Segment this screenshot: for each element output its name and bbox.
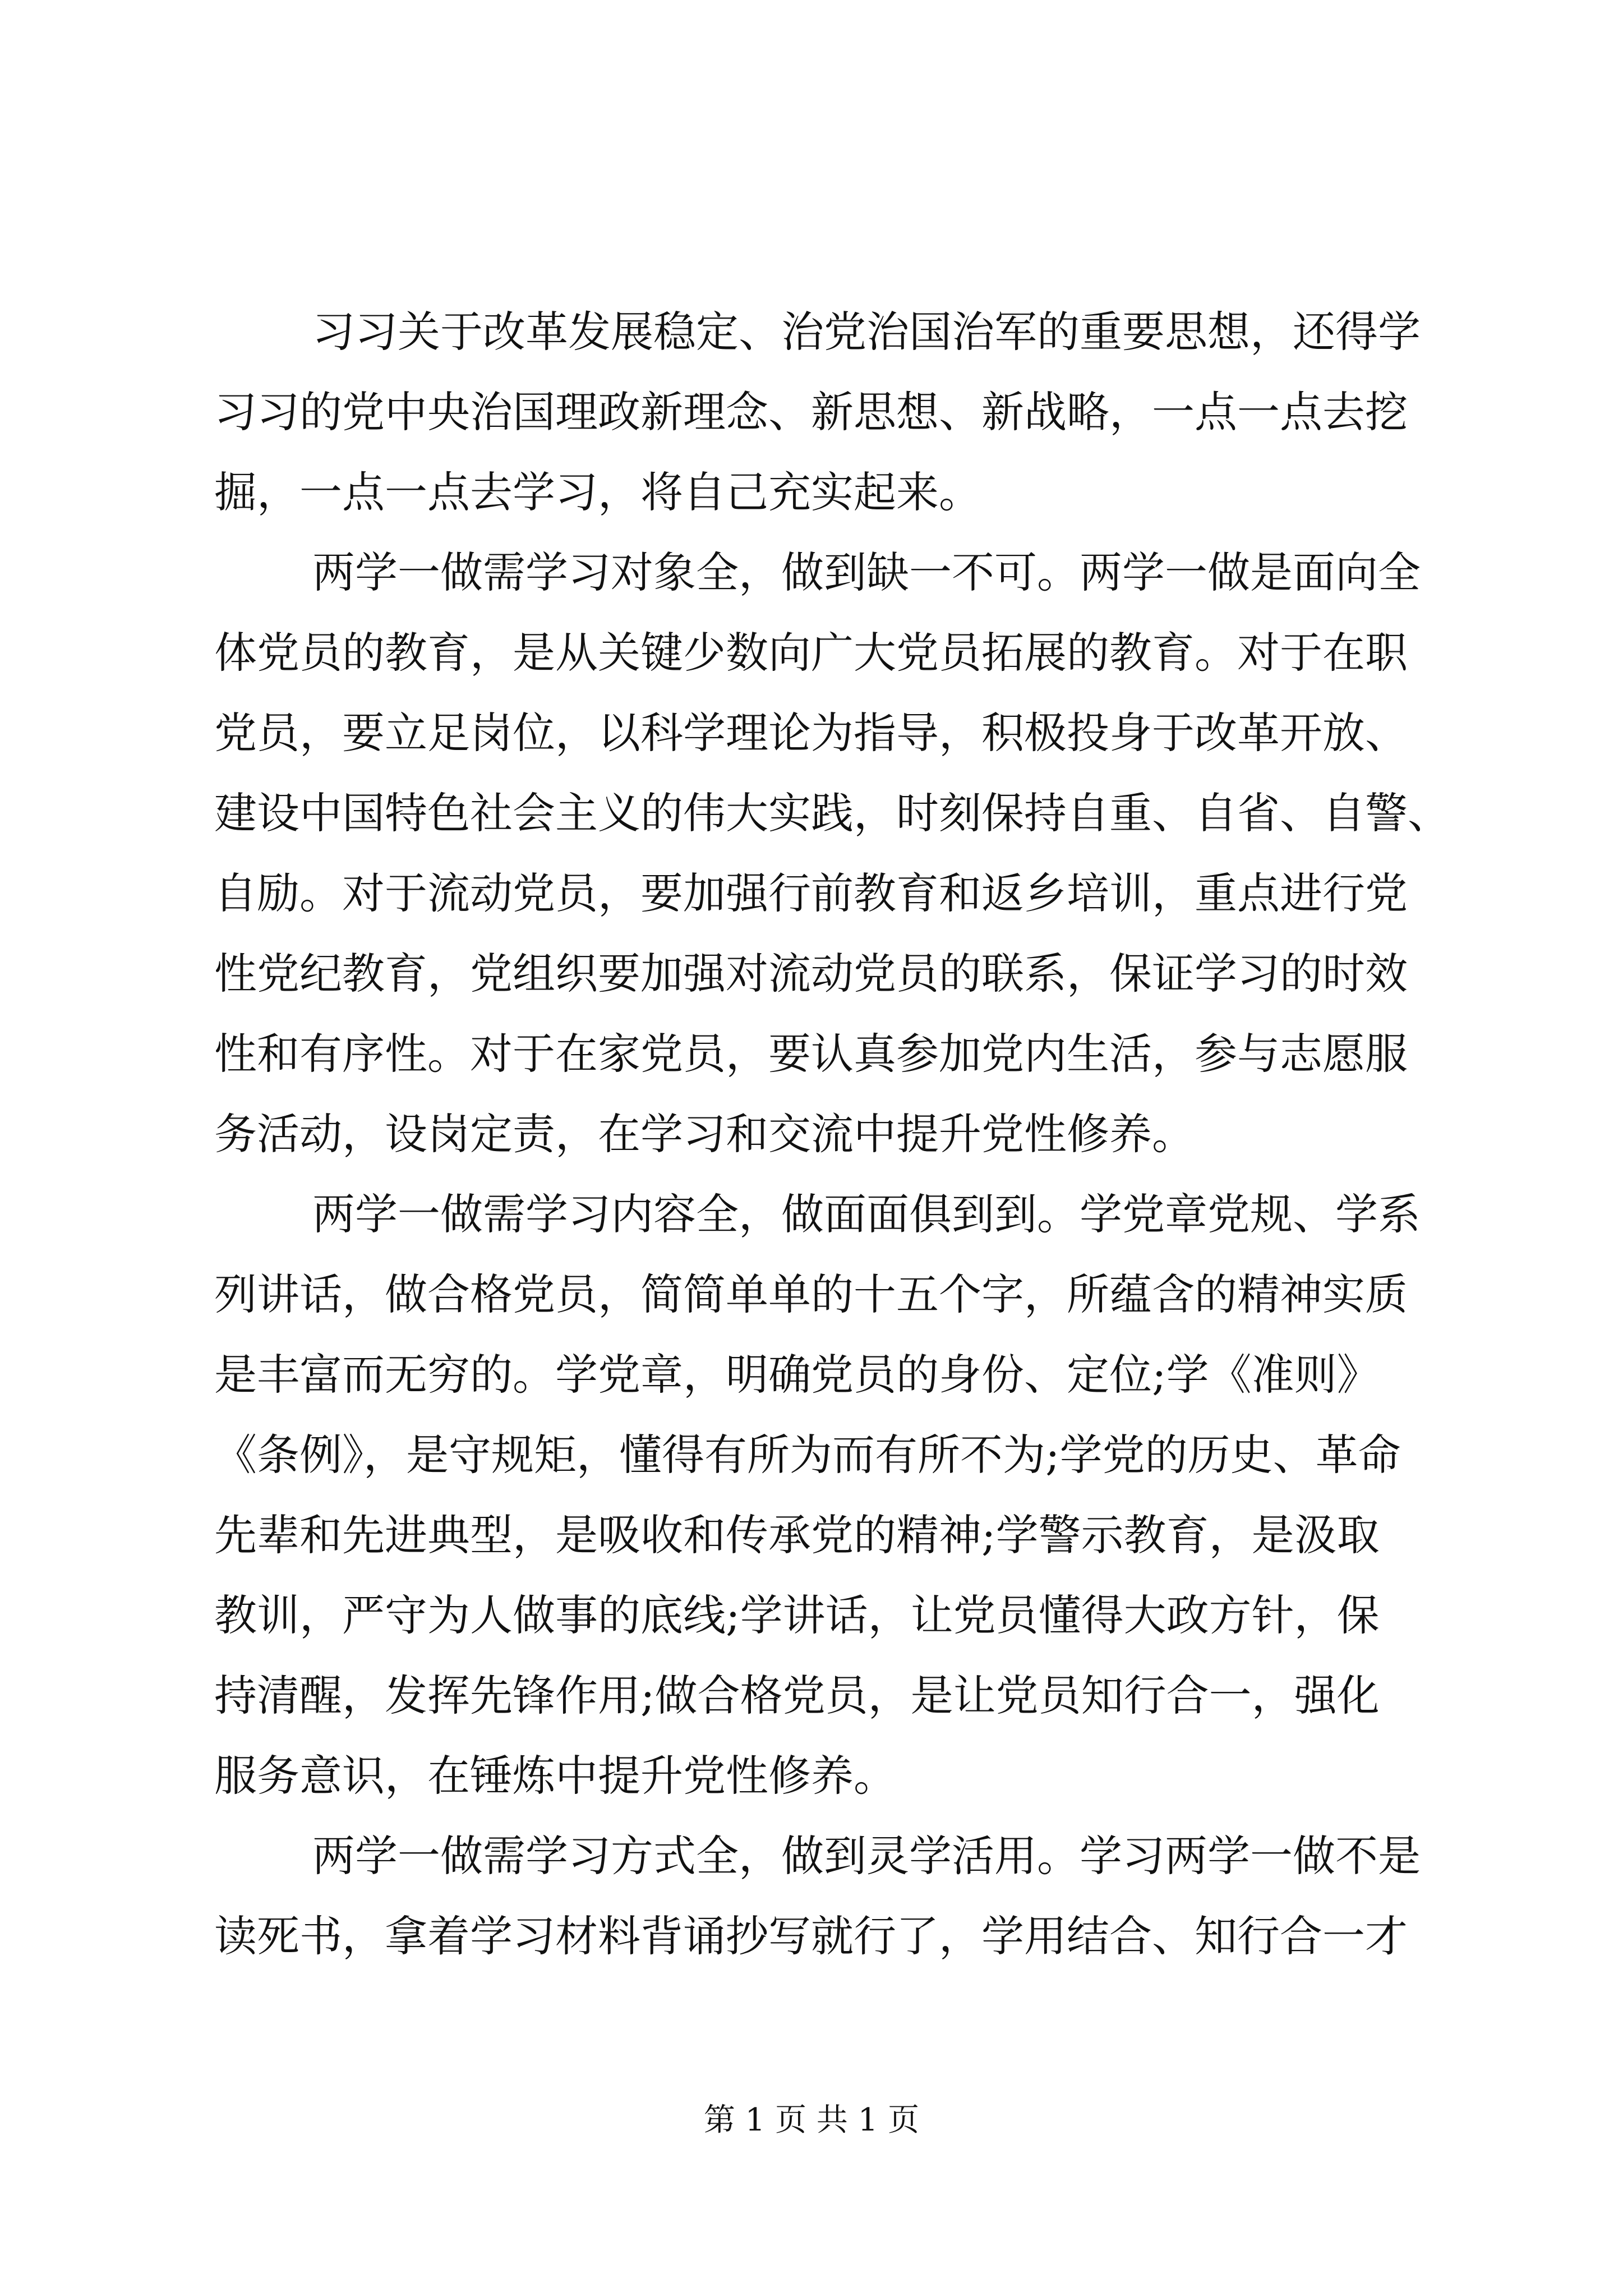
- text-line: 读死书，拿着学习材料背诵抄写就行了，学用结合、知行合一才: [214, 1911, 1408, 1961]
- text-line: 习习的党中央治国理政新理念、新思想、新战略，一点一点去挖: [214, 387, 1408, 437]
- text-line: 列讲话，做合格党员，简简单单的十五个字，所蕴含的精神实质: [214, 1269, 1408, 1319]
- text-line: 两学一做需学习对象全，做到缺一不可。两学一做是面向全: [312, 547, 1421, 597]
- text-line: 性党纪教育，党组织要加强对流动党员的联系，保证学习的时效: [214, 949, 1408, 999]
- page-footer: 第 1 页 共 1 页: [703, 2102, 920, 2138]
- text-line: 服务意识，在锤炼中提升党性修养。: [214, 1751, 896, 1801]
- text-line: 两学一做需学习方式全，做到灵学活用。学习两学一做不是: [312, 1831, 1421, 1881]
- paragraph: [214, 1816, 1421, 1976]
- text-line: 是丰富而无穷的。学党章，明确党员的身份、定位;学《准则》: [214, 1350, 1380, 1400]
- paragraph: [214, 292, 1421, 532]
- text-line: 教训，严守为人做事的底线;学讲话，让党员懂得大政方针，保: [214, 1590, 1380, 1640]
- document-body: [214, 292, 1450, 1976]
- text-line: 《条例》，是守规矩，懂得有所为而有所不为;学党的历史、革命: [214, 1430, 1401, 1480]
- text-line: 务活动，设岗定责，在学习和交流中提升党性修养。: [214, 1109, 1195, 1159]
- text-line: 持清醒，发挥先锋作用;做合格党员，是让党员知行合一，强化: [214, 1671, 1380, 1720]
- text-line: 两学一做需学习内容全，做面面俱到到。学党章党规、学系: [312, 1189, 1421, 1239]
- text-line: 性和有序性。对于在家党员，要认真参加党内生活，参与志愿服: [214, 1029, 1408, 1079]
- text-line: 自励。对于流动党员，要加强行前教育和返乡培训，重点进行党: [214, 868, 1408, 918]
- paragraph: [214, 1174, 1421, 1816]
- text-line: 体党员的教育，是从关键少数向广大党员拓展的教育。对于在职: [214, 628, 1408, 678]
- text-line: 掘，一点一点去学习，将自己充实起来。: [214, 467, 981, 517]
- text-line: 习习关于改革发展稳定、治党治国治军的重要思想，还得学: [312, 307, 1421, 357]
- text-line: 党员，要立足岗位，以科学理论为指导，积极投身于改革开放、: [214, 708, 1408, 758]
- text-line: 先辈和先进典型，是吸收和传承党的精神;学警示教育，是汲取: [214, 1510, 1380, 1560]
- text-line: 建设中国特色社会主义的伟大实践，时刻保持自重、自省、自警、: [214, 788, 1450, 838]
- paragraph: [214, 532, 1450, 1174]
